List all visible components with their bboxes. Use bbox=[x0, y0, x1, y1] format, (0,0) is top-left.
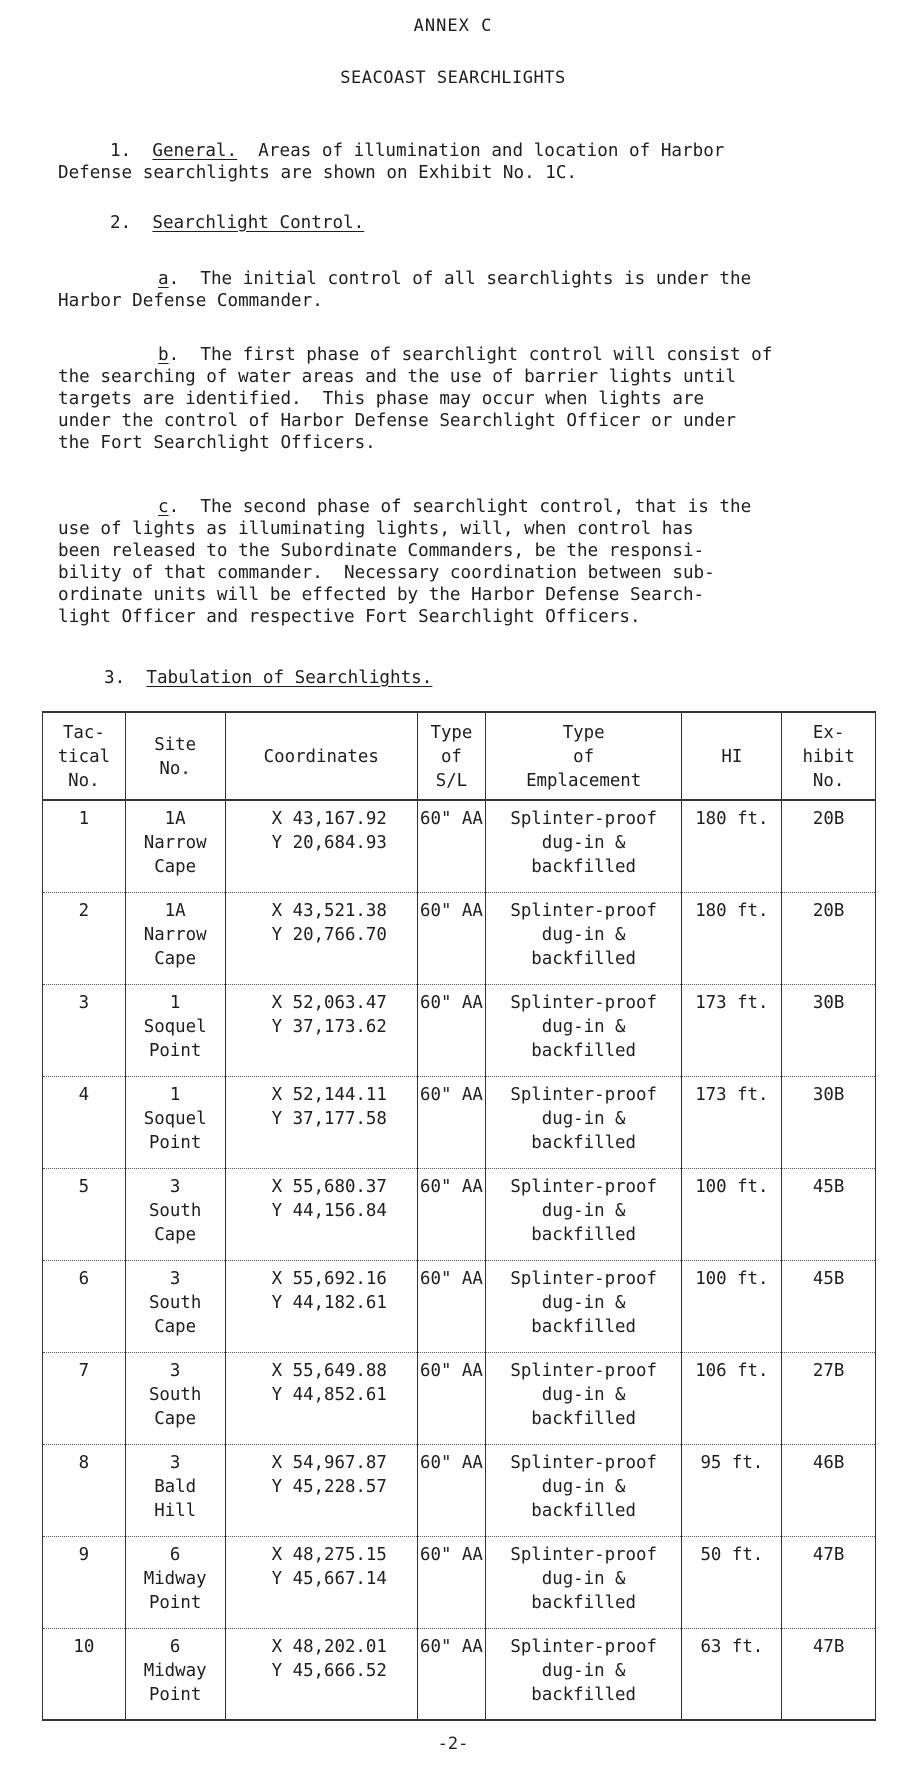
cell-hi: 173 ft. bbox=[682, 984, 782, 1076]
cell-exhibit-no: 47B bbox=[782, 1536, 876, 1628]
cell-coordinates: X 52,144.11 Y 37,177.58 bbox=[225, 1076, 418, 1168]
cell-site-no: 3 South Cape bbox=[125, 1260, 225, 1352]
cell-site-no: 3 Bald Hill bbox=[125, 1444, 225, 1536]
table-row bbox=[43, 1076, 876, 1168]
cell-site-no: 1 Soquel Point bbox=[125, 1076, 225, 1168]
page-number: -2- bbox=[437, 1734, 469, 1754]
cell-hi: 100 ft. bbox=[682, 1260, 782, 1352]
cell-type-of-emplacement: Splinter-proof dug-in & backfilled bbox=[485, 1352, 682, 1444]
table-row bbox=[43, 1444, 876, 1536]
cell-type-of-emplacement: Splinter-proof dug-in & backfilled bbox=[485, 1536, 682, 1628]
section-2-number: 2. bbox=[110, 213, 132, 233]
cell-coordinates: X 48,202.01 Y 45,666.52 bbox=[225, 1628, 418, 1720]
cell-hi: 95 ft. bbox=[682, 1444, 782, 1536]
cell-coordinates: X 55,680.37 Y 44,156.84 bbox=[225, 1168, 418, 1260]
cell-site-no: 3 South Cape bbox=[125, 1352, 225, 1444]
cell-hi: 63 ft. bbox=[682, 1628, 782, 1720]
section-2a-letter: a bbox=[158, 269, 169, 289]
section-2-heading: Searchlight Control. bbox=[152, 213, 365, 233]
table-row bbox=[43, 1260, 876, 1352]
cell-type-of-sl: 60" AA bbox=[418, 892, 486, 984]
cell-tactical-no: 10 bbox=[43, 1628, 126, 1720]
section-2b-paragraph bbox=[58, 344, 878, 454]
cell-coordinates: X 48,275.15 Y 45,667.14 bbox=[225, 1536, 418, 1628]
section-2a-paragraph bbox=[58, 268, 878, 312]
cell-tactical-no: 1 bbox=[43, 800, 126, 892]
section-2a-text: . The initial control of all searchlights is under the Harbor Defense Commander. bbox=[58, 269, 752, 311]
cell-hi: 100 ft. bbox=[682, 1168, 782, 1260]
cell-type-of-emplacement: Splinter-proof dug-in & backfilled bbox=[485, 800, 682, 892]
section-2-heading-line bbox=[58, 212, 878, 234]
cell-type-of-sl: 60" AA bbox=[418, 1260, 486, 1352]
section-2b-text: . The first phase of searchlight control will consist of the searching of water areas and the use of barrier lights until targets are identified. This phase may occur when lights are under the control of Harbor Defense Searchlight Officer or under the Fort Searchlight Officers. bbox=[58, 345, 773, 453]
cell-type-of-sl: 60" AA bbox=[418, 984, 486, 1076]
cell-type-of-emplacement: Splinter-proof dug-in & backfilled bbox=[485, 1628, 682, 1720]
cell-tactical-no: 6 bbox=[43, 1260, 126, 1352]
section-1-line-2: Defense searchlights are shown on Exhibit No. 1C. bbox=[58, 163, 578, 183]
cell-coordinates: X 52,063.47 Y 37,173.62 bbox=[225, 984, 418, 1076]
header-exhibit-no: Ex- hibit No. bbox=[782, 712, 876, 800]
cell-type-of-emplacement: Splinter-proof dug-in & backfilled bbox=[485, 1168, 682, 1260]
cell-exhibit-no: 30B bbox=[782, 984, 876, 1076]
cell-site-no: 6 Midway Point bbox=[125, 1628, 225, 1720]
cell-tactical-no: 2 bbox=[43, 892, 126, 984]
cell-site-no: 1 Soquel Point bbox=[125, 984, 225, 1076]
cell-exhibit-no: 27B bbox=[782, 1352, 876, 1444]
table-row bbox=[43, 800, 876, 892]
cell-type-of-sl: 60" AA bbox=[418, 1628, 486, 1720]
table-row bbox=[43, 892, 876, 984]
cell-type-of-sl: 60" AA bbox=[418, 1168, 486, 1260]
cell-coordinates: X 55,692.16 Y 44,182.61 bbox=[225, 1260, 418, 1352]
header-type-of-emplacement: Type of Emplacement bbox=[485, 712, 682, 800]
document-title: SEACOAST SEARCHLIGHTS bbox=[340, 68, 566, 88]
cell-type-of-emplacement: Splinter-proof dug-in & backfilled bbox=[485, 1444, 682, 1536]
section-2c-text: . The second phase of searchlight control, that is the use of lights as illuminating lights, will, when control has been released to the Subordinate Commanders, be the responsi- bility of that commander. Necessary coordination between sub- ordinate units will be effected by the Harbor Defense Search- light Officer and respective Fort Searchlight Officers. bbox=[58, 497, 752, 627]
cell-coordinates: X 54,967.87 Y 45,228.57 bbox=[225, 1444, 418, 1536]
cell-site-no: 1A Narrow Cape bbox=[125, 892, 225, 984]
cell-exhibit-no: 45B bbox=[782, 1260, 876, 1352]
cell-type-of-sl: 60" AA bbox=[418, 1352, 486, 1444]
cell-hi: 173 ft. bbox=[682, 1076, 782, 1168]
section-3-number: 3. bbox=[104, 668, 126, 688]
section-1-heading: General. bbox=[152, 141, 238, 161]
cell-tactical-no: 8 bbox=[43, 1444, 126, 1536]
cell-type-of-sl: 60" AA bbox=[418, 800, 486, 892]
cell-exhibit-no: 47B bbox=[782, 1628, 876, 1720]
cell-type-of-emplacement: Splinter-proof dug-in & backfilled bbox=[485, 892, 682, 984]
cell-tactical-no: 3 bbox=[43, 984, 126, 1076]
cell-hi: 180 ft. bbox=[682, 892, 782, 984]
cell-tactical-no: 5 bbox=[43, 1168, 126, 1260]
cell-coordinates: X 43,521.38 Y 20,766.70 bbox=[225, 892, 418, 984]
cell-type-of-emplacement: Splinter-proof dug-in & backfilled bbox=[485, 1076, 682, 1168]
table-header-row bbox=[43, 712, 876, 800]
cell-type-of-emplacement: Splinter-proof dug-in & backfilled bbox=[485, 1260, 682, 1352]
cell-exhibit-no: 46B bbox=[782, 1444, 876, 1536]
cell-type-of-sl: 60" AA bbox=[418, 1444, 486, 1536]
cell-coordinates: X 55,649.88 Y 44,852.61 bbox=[225, 1352, 418, 1444]
searchlight-table bbox=[42, 711, 876, 1721]
cell-type-of-sl: 60" AA bbox=[418, 1536, 486, 1628]
cell-site-no: 3 South Cape bbox=[125, 1168, 225, 1260]
cell-hi: 106 ft. bbox=[682, 1352, 782, 1444]
section-2c-letter: c bbox=[158, 497, 169, 517]
section-1-number: 1. bbox=[110, 141, 132, 161]
section-3-heading: Tabulation of Searchlights. bbox=[146, 668, 433, 688]
header-type-of-sl: Type of S/L bbox=[418, 712, 486, 800]
table-row bbox=[43, 1628, 876, 1720]
header-site-no: Site No. bbox=[125, 712, 225, 800]
cell-exhibit-no: 30B bbox=[782, 1076, 876, 1168]
cell-type-of-sl: 60" AA bbox=[418, 1076, 486, 1168]
section-1-line-1: Areas of illumination and location of Harbor bbox=[237, 141, 725, 161]
cell-exhibit-no: 20B bbox=[782, 800, 876, 892]
cell-exhibit-no: 45B bbox=[782, 1168, 876, 1260]
header-hi: HI bbox=[682, 712, 782, 800]
cell-coordinates: X 43,167.92 Y 20,684.93 bbox=[225, 800, 418, 892]
cell-tactical-no: 9 bbox=[43, 1536, 126, 1628]
cell-hi: 50 ft. bbox=[682, 1536, 782, 1628]
cell-exhibit-no: 20B bbox=[782, 892, 876, 984]
cell-tactical-no: 7 bbox=[43, 1352, 126, 1444]
cell-site-no: 6 Midway Point bbox=[125, 1536, 225, 1628]
annex-label: ANNEX C bbox=[413, 16, 493, 36]
section-1-paragraph bbox=[58, 140, 878, 184]
header-coordinates: Coordinates bbox=[225, 712, 418, 800]
table-row bbox=[43, 1352, 876, 1444]
header-tactical-no: Tac- tical No. bbox=[43, 712, 126, 800]
section-2b-letter: b bbox=[158, 345, 169, 365]
cell-hi: 180 ft. bbox=[682, 800, 782, 892]
table-row bbox=[43, 984, 876, 1076]
table-row bbox=[43, 1536, 876, 1628]
section-3-heading-line bbox=[104, 668, 432, 688]
table-row bbox=[43, 1168, 876, 1260]
cell-site-no: 1A Narrow Cape bbox=[125, 800, 225, 892]
cell-type-of-emplacement: Splinter-proof dug-in & backfilled bbox=[485, 984, 682, 1076]
cell-tactical-no: 4 bbox=[43, 1076, 126, 1168]
section-2c-paragraph bbox=[58, 496, 878, 628]
